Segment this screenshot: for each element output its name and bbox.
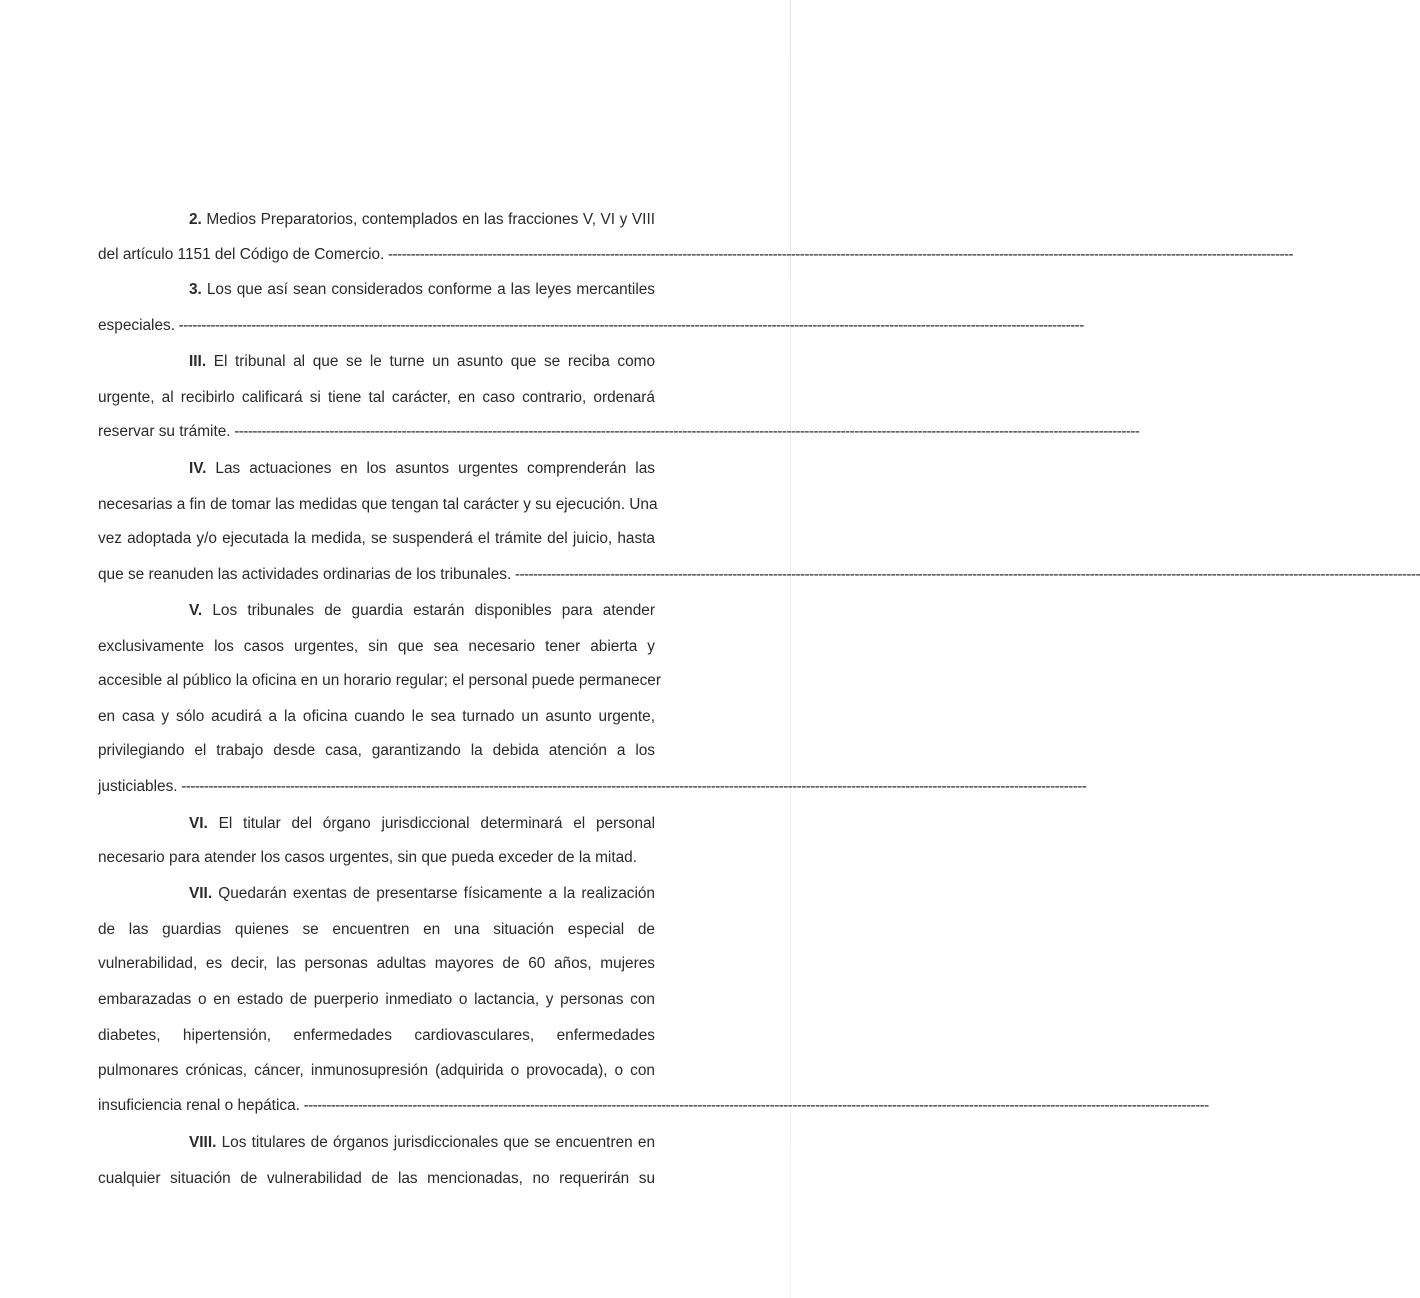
dash-leader: -------------------------------------------------------------------------------------------------------------------------------------------------------------------------------------------------------- bbox=[230, 423, 1140, 440]
paragraph-text: del artículo 1151 del Código de Comercio. bbox=[98, 246, 385, 263]
paragraph-text: accesible al público la oficina en un horario regular; el personal puede permanecer bbox=[98, 672, 661, 689]
paragraph-text: en casa y sólo acudirá a la oficina cuando le sea turnado un asunto urgente, bbox=[98, 708, 655, 725]
paragraph-text: Los tribunales de guardia estarán disponibles para atender bbox=[212, 602, 655, 619]
paragraph-pV-first-line bbox=[189, 601, 655, 621]
paragraph-pV-line bbox=[98, 707, 655, 727]
paragraph-number: VI. bbox=[189, 815, 208, 832]
paragraph-p3-first-line bbox=[189, 280, 655, 300]
paragraph-text: Quedarán exentas de presentarse físicamente a la realización bbox=[218, 885, 655, 902]
dash-leader: -------------------------------------------------------------------------------------------------------------------------------------------------------------------------------------------------------- bbox=[175, 317, 1084, 334]
paragraph-pIV-line bbox=[98, 529, 655, 549]
paragraph-pVII-line bbox=[98, 1061, 655, 1081]
paragraph-text: Los que así sean considerados conforme a las leyes mercantiles bbox=[206, 281, 656, 298]
paragraph-text: justiciables. bbox=[98, 778, 178, 795]
paragraph-pV-line bbox=[98, 671, 661, 691]
paragraph-text: embarazadas o en estado de puerperio inmediato o lactancia, y personas con bbox=[98, 991, 655, 1008]
paragraph-text: que se reanuden las actividades ordinarias de los tribunales. bbox=[98, 566, 512, 583]
paragraph-p2-first-line bbox=[189, 210, 655, 230]
paragraph-p2-line bbox=[98, 245, 1294, 265]
paragraph-text: vez adoptada y/o ejecutada la medida, se suspenderá el trámite del juicio, hasta bbox=[98, 530, 655, 547]
paragraph-pIII-line bbox=[98, 422, 1140, 442]
paragraph-number: IV. bbox=[189, 460, 207, 477]
paragraph-text: Los titulares de órganos jurisdiccionales que se encuentren en bbox=[221, 1134, 656, 1151]
paragraph-text: privilegiando el trabajo desde casa, garantizando la debida atención a los bbox=[98, 742, 655, 759]
paragraph-number: 2. bbox=[189, 211, 202, 228]
paragraph-text: El titular del órgano jurisdiccional determinará el personal bbox=[218, 815, 655, 832]
paragraph-text: de las guardias quienes se encuentren en una situación especial de bbox=[98, 921, 655, 938]
paragraph-text: reservar su trámite. bbox=[98, 423, 231, 440]
paragraph-pVII-line bbox=[98, 920, 655, 940]
paragraph-pVIII-first-line bbox=[189, 1133, 655, 1153]
paragraph-pVII-line bbox=[98, 1026, 655, 1046]
paragraph-text: insuficiencia renal o hepática. bbox=[98, 1097, 300, 1114]
paragraph-pIV-line bbox=[98, 495, 658, 515]
paragraph-pV-line bbox=[98, 637, 655, 657]
paragraph-text: vulnerabilidad, es decir, las personas adultas mayores de 60 años, mujeres bbox=[98, 955, 655, 972]
paragraph-text: necesario para atender los casos urgentes, sin que pueda exceder de la mitad. bbox=[98, 849, 638, 866]
paragraph-p3-line bbox=[98, 316, 1084, 336]
dash-leader: -------------------------------------------------------------------------------------------------------------------------------------------------------------------------------------------------------- bbox=[177, 778, 1087, 795]
paragraph-text: exclusivamente los casos urgentes, sin que sea necesario tener abierta y bbox=[98, 638, 655, 655]
paragraph-pIV-line bbox=[98, 565, 1420, 585]
paragraph-number: VII. bbox=[189, 885, 213, 902]
paragraph-text: diabetes, hipertensión, enfermedades cardiovasculares, enfermedades bbox=[98, 1027, 655, 1044]
paragraph-pV-line bbox=[98, 741, 655, 761]
paragraph-pVI-line bbox=[98, 848, 655, 868]
paragraph-number: VIII. bbox=[189, 1134, 217, 1151]
paragraph-text: Medios Preparatorios, contemplados en las fracciones V, VI y VIII bbox=[206, 211, 656, 228]
dash-leader: -------------------------------------------------------------------------------------------------------------------------------------------------------------------------------------------------------- bbox=[384, 246, 1294, 263]
paragraph-text: urgente, al recibirlo calificará si tiene tal carácter, en caso contrario, ordenará bbox=[98, 389, 655, 406]
paragraph-pVII-first-line bbox=[189, 884, 655, 904]
paragraph-text: pulmonares crónicas, cáncer, inmunosupresión (adquirida o provocada), o con bbox=[98, 1062, 655, 1079]
dash-leader: -------------------------------------------------------------------------------------------------------------------------------------------------------------------------------------------------------- bbox=[299, 1097, 1209, 1114]
paragraph-pV-line bbox=[98, 777, 1087, 797]
paragraph-pVII-line bbox=[98, 954, 655, 974]
dash-leader: -------------------------------------------------------------------------------------------------------------------------------------------------------------------------------------------------------- bbox=[511, 566, 1420, 583]
paragraph-pVII-line bbox=[98, 1096, 1209, 1116]
paragraph-number: III. bbox=[189, 353, 207, 370]
paragraph-pIII-line bbox=[98, 388, 655, 408]
paragraph-pVII-line bbox=[98, 990, 655, 1010]
paragraph-number: V. bbox=[189, 602, 203, 619]
paragraph-text: El tribunal al que se le turne un asunto que se reciba como bbox=[213, 353, 656, 370]
paragraph-text: cualquier situación de vulnerabilidad de las mencionadas, no requerirán su bbox=[98, 1170, 655, 1187]
paragraph-number: 3. bbox=[189, 281, 202, 298]
paragraph-pVI-first-line bbox=[189, 814, 655, 834]
paragraph-pVIII-line bbox=[98, 1169, 655, 1189]
paragraph-text: necesarias a fin de tomar las medidas que tengan tal carácter y su ejecución. Una bbox=[98, 496, 658, 513]
paragraph-text: especiales. bbox=[98, 317, 175, 334]
paragraph-pIV-first-line bbox=[189, 459, 655, 479]
paragraph-text: Las actuaciones en los asuntos urgentes comprenderán las bbox=[215, 460, 655, 477]
paragraph-pIII-first-line bbox=[189, 352, 655, 372]
